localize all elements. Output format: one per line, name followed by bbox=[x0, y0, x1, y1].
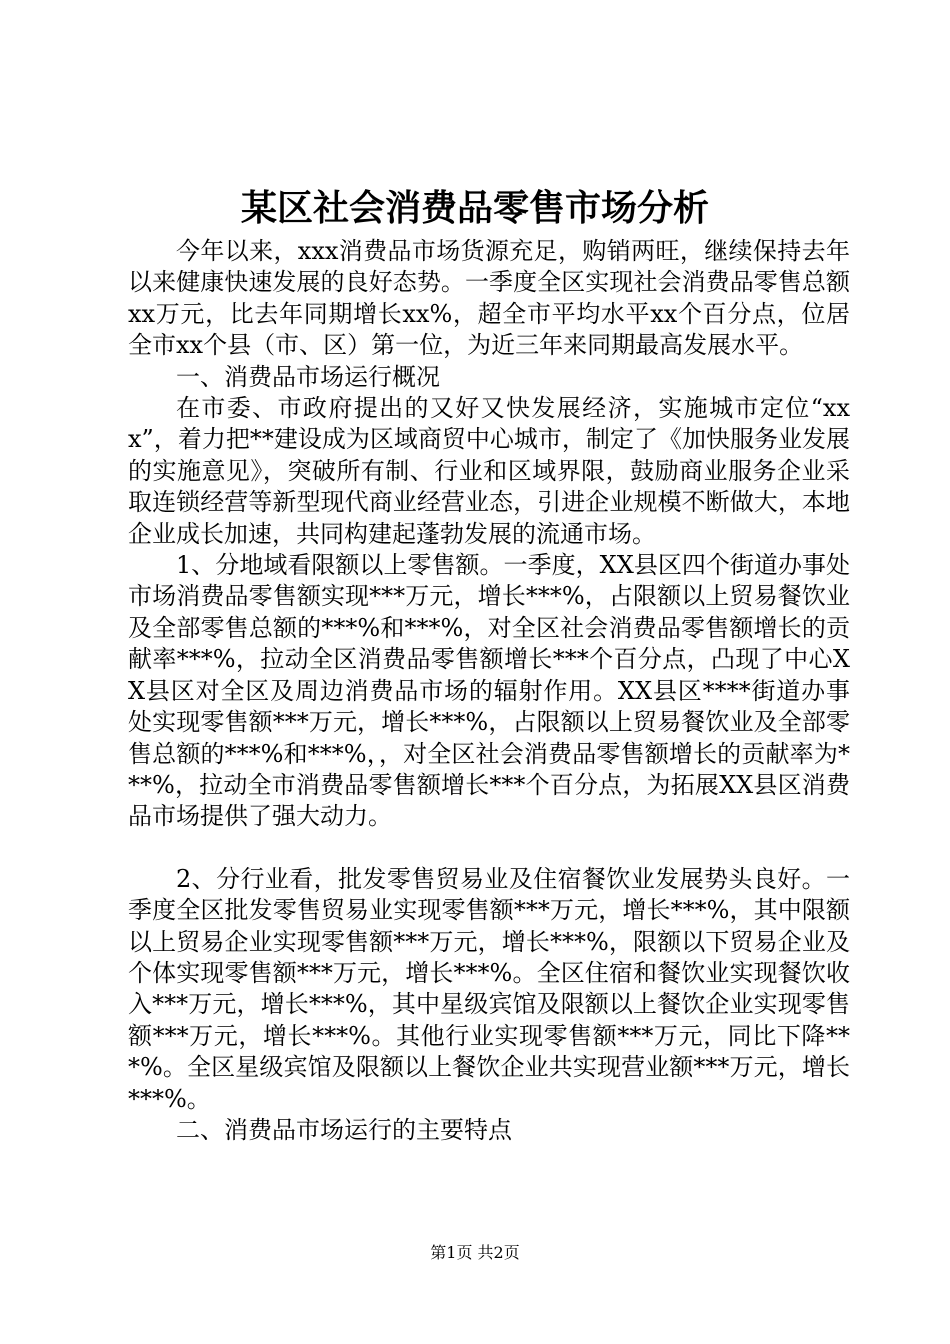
intro-paragraph: 今年以来，xxx消费品市场货源充足，购销两旺，继续保持去年以来健康快速发展的良好态势。一季度全区实现社会消费品零售总额xx万元，比去年同期增长xx%，超全市平均水平xx个百分点，位居全市xx个县（市、区）第一位，为近三年来同期最高发展水平。 bbox=[128, 237, 850, 360]
section-heading-features: 二、消费品市场运行的主要特点 bbox=[176, 1115, 512, 1144]
document-title: 某区社会消费品零售市场分析 bbox=[240, 187, 709, 229]
section-heading-overview: 一、消费品市场运行概况 bbox=[176, 362, 440, 391]
region-paragraph: 1、分地域看限额以上零售额。一季度，XX县区四个街道办事处市场消费品零售额实现***万元，增长***%，占限额以上贸易餐饮业及全部零售总额的***%和***%，对全区社会消费品零售额增长的贡献率***%，拉动全区消费品零售额增长***个百分点，凸现了中心XX县区对全区及周边消费品市场的辐射作用。XX县区****街道办事处实现零售额***万元，增长***%，占限额以上贸易餐饮业及全部零售总额的***%和***%，，对全区社会消费品零售额增长的贡献率为***%，拉动全市消费品零售额增长***个百分点，为拓展XX县区消费品市场提供了强大动力。 bbox=[128, 551, 850, 831]
page-number-footer: 第1页 共2页 bbox=[430, 1243, 520, 1262]
overview-paragraph: 在市委、市政府提出的又好又快发展经济，实施城市定位“xxx”，着力把**建设成为区域商贸中心城市，制定了《加快服务业发展的实施意见》，突破所有制、行业和区域界限，鼓励商业服务企业采取连锁经营等新型现代商业经营业态，引进企业规模不断做大，本地企业成长加速，共同构建起蓬勃发展的流通市场。 bbox=[128, 394, 850, 548]
document-body bbox=[128, 236, 850, 1146]
industry-paragraph: 2、分行业看，批发零售贸易业及住宿餐饮业发展势头良好。一季度全区批发零售贸易业实现零售额***万元，增长***%，其中限额以上贸易企业实现零售额***万元，增长***%，限额以下贸易企业及个体实现零售额***万元，增长***%。全区住宿和餐饮业实现餐饮收入***万元，增长***%，其中星级宾馆及限额以上餐饮企业实现零售额***万元，增长***%。其他行业实现零售额***万元，同比下降***%。全区星级宾馆及限额以上餐饮企业共实现营业额***万元，增长***%。 bbox=[128, 864, 850, 1113]
